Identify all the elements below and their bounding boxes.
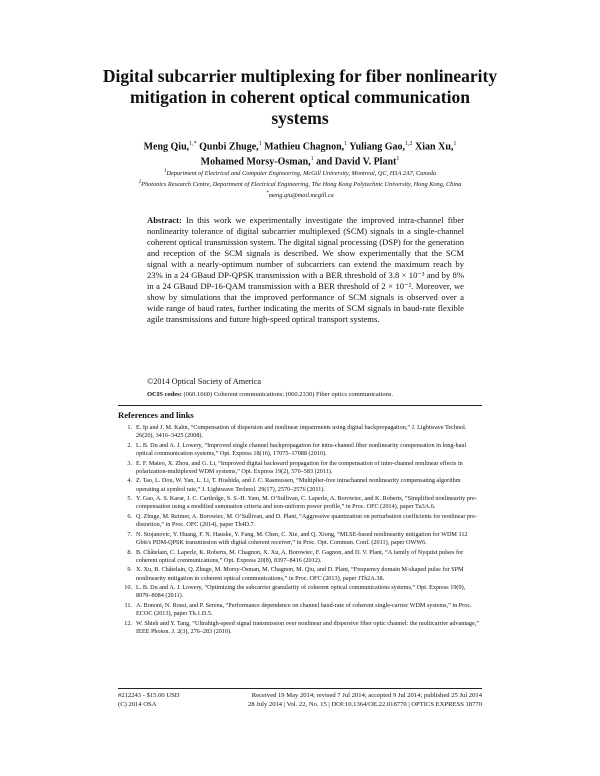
reference-item: 3. E. F. Mateo, X. Zhou, and G. Li, “Improved digital backward propagation for the compensation of inter-channel nonlinear effects in polarization-multiplexed WDM systems,” Opt. Express 19(2), 570–583 (2011). — [127, 459, 463, 475]
reference-item: 8. B. Châtelain, C. Laperle, K. Roberts, M. Chagnon, X. Xu, A. Borowiec, F. Gagnon, and D. V. Plant, “A family of Nyquist pulses for coherent optical communications,” Opt. Express 20(8), 8397–8416 (2012). — [127, 548, 464, 564]
reference-item: 2. L. B. Du and A. J. Lowery, “Improved single channel backpropagation for intra-channel fiber nonlinearity compensation in long-haul optical communication systems,” Opt. Express 18(16), 17075–17088 (2010). — [127, 441, 467, 458]
author-affiliation-mark: 1 — [310, 156, 314, 163]
paper-title: Digital subcarrier multiplexing for fiber nonlinearity mitigation in coherent optical communication systems — [102, 66, 498, 128]
author-affiliation-mark: 1 — [396, 156, 400, 163]
affiliations — [100, 168, 500, 201]
affiliation-1: $^1$Department of Electrical and Computer Engineering, McGill University, Montreal, QC, H3A 2A7, Canada — [163, 169, 436, 178]
reference-item: 9. X. Xu, B. Châtelain, Q. Zhuge, M. Morsy-Osman, M. Chagnon, M. Qiu, and D. Plant, “Frequency domain M-shaped pulse for SPM nonlinearity mitigation in coherent optical communications,” in Proc. OFC (2013), paper JTh2A.38. — [127, 566, 464, 582]
author-affiliation-mark: 1 — [344, 141, 348, 147]
publisher-copyright: (C) 2014 OSA — [118, 701, 157, 708]
author-name: Xian Xu, — [412, 141, 454, 153]
ocis-text: (060.1660) Coherent communications; (060.2330) Fiber optics communications. — [181, 391, 394, 398]
ocis-label: OCIS codes: — [147, 391, 182, 398]
reference-item: 11. A. Bononi, N. Rossi, and P. Serena, “Performance dependence on channel baud-rate of coherent single-carrier WDM systems,” in Proc. ECOC (2013), paper Th.1.D.5. — [124, 601, 472, 618]
author-affiliation-mark: 1,* — [189, 141, 197, 147]
author-list — [110, 138, 490, 169]
reference-item: 6. Q. Zhuge, M. Reimer, A. Borowiec, M. O’Sullivan, and D. Plant, “Aggressive quantization on perturbation coefficients for nonlinear pre-distortion,” in Proc. OFC (2014), paper Th4D.7. — [127, 512, 477, 529]
copyright-notice: ©2014 Optical Society of America — [147, 377, 261, 386]
article-price: #212243 - $15.00 USD — [118, 692, 180, 699]
author-name: Mohamed Morsy-Osman, — [200, 156, 311, 168]
abstract-label: Abstract: — [147, 215, 182, 225]
reference-item: 12. W. Shieh and Y. Tang, “Ultrahigh-speed signal transmission over nonlinear and dispersive fiber optic channel: the multicarrier advantage,” IEEE Photon. J. 2(3), 276–283 (2010). — [124, 619, 480, 636]
author-name: Mathieu Chagnon, — [261, 141, 345, 153]
author-name: Yuliang Gao, — [347, 141, 406, 153]
divider — [118, 405, 482, 406]
reference-item: 4. Z. Tao, L. Dou, W. Yan, L. Li, T. Hoshida, and J. C. Rasmussen, “Multiplier-free intrachannel nonlinearity compensating algorithm operating at symbol rate,” J. Lightwave Technol. 29(17), 2570–2576 (2011). — [127, 477, 461, 493]
journal-citation: 28 July 2014 | Vol. 22, No. 15 | DOI:10.1364/OE.22.018770 | OPTICS EXPRESS 18770 — [248, 701, 482, 708]
reference-item: 10. L. B. Du and A. J. Lowery, “Optimizing the subcarrier granularity of coherent optical communications systems,” Opt. Express 19(9), 8079–8084 (2011). — [124, 584, 466, 600]
author-name: Meng Qiu, — [143, 141, 190, 153]
author-affiliation-mark: 1,2 — [405, 141, 413, 147]
reference-item: 5. Y. Gao, A. S. Karar, J. C. Cartledge, S. S.-H. Yam, M. O’Sullivan, C. Laperle, A. Borowiec, and K. Roberts, “Simplified nonlinearity pre-compensation using a modified summation criteria and non-uniform power profile,” in Proc. OFC (2014), paper Tu3A.6. — [127, 495, 477, 511]
author-affiliation-mark: 1 — [453, 141, 457, 147]
affiliation-2: $^2$Photonics Research Centre, Department of Electrical Engineering, The Hong Kong Polytechnic University, Hong Kong, China — [138, 179, 462, 188]
references-heading: References and links — [118, 410, 194, 420]
reference-item: 7. N. Stojanovic, Y. Huang, F. N. Hauske, Y. Fang, M. Chen, C. Xie, and Q. Xiong, “MLSE-based nonlinearity mitigation for WDM 112 Gbit/s PDM-QPSK transmission with digital coherent receiver,” in Proc. Opt. Commun. Conf. (2011), paper OWW6. — [127, 530, 468, 547]
ocis-codes — [147, 390, 464, 399]
email-link[interactable]: meng.qiu@mail.mcgill.ca — [268, 191, 334, 199]
abstract — [147, 215, 464, 325]
author-name: Qunbi Zhuge, — [196, 141, 259, 153]
author-name: and David V. Plant — [313, 156, 397, 168]
corresponding-email: *meng.qiu@mail.mcgill.ca — [266, 190, 334, 199]
reference-list — [118, 424, 482, 638]
publication-history: Received 19 May 2014; revised 7 Jul 2014; accepted 9 Jul 2014; published 25 Jul 2014 — [251, 692, 482, 699]
author-affiliation-mark: 1 — [258, 141, 262, 147]
abstract-text: In this work we experimentally investigate the improved intra-channel fiber nonlinearity tolerance of digital subcarrier multiplexed (SCM) signals in a single-channel coherent optical transmission system. The digital signal processing (DSP) for the generation and reception of the SCM signals is described. We show experimentally that the SCM signal with a nearly-optimum number of subcarriers can extend the maximum reach by 23% in a 24 GBaud DP-QPSK transmission with a BER threshold of 3.8 × 10⁻³ and by 8% in a 24 GBaud DP-16-QAM transmission with a BER threshold of 2 × 10⁻². Moreover, we show by simulations that the improved performance of SCM signals is observed over a wide range of baud rates, further indicating the merits of SCM signals in baud-rate flexible agile transmissions and future high-speed optical transport systems. — [147, 215, 464, 324]
reference-item: 1. E. Ip and J. M. Kahn, “Compensation of dispersion and nonlinear impairments using digital backpropagation,” J. Lightwave Technol. 26(20), 3416–3425 (2008). — [127, 424, 467, 440]
divider — [118, 688, 482, 689]
